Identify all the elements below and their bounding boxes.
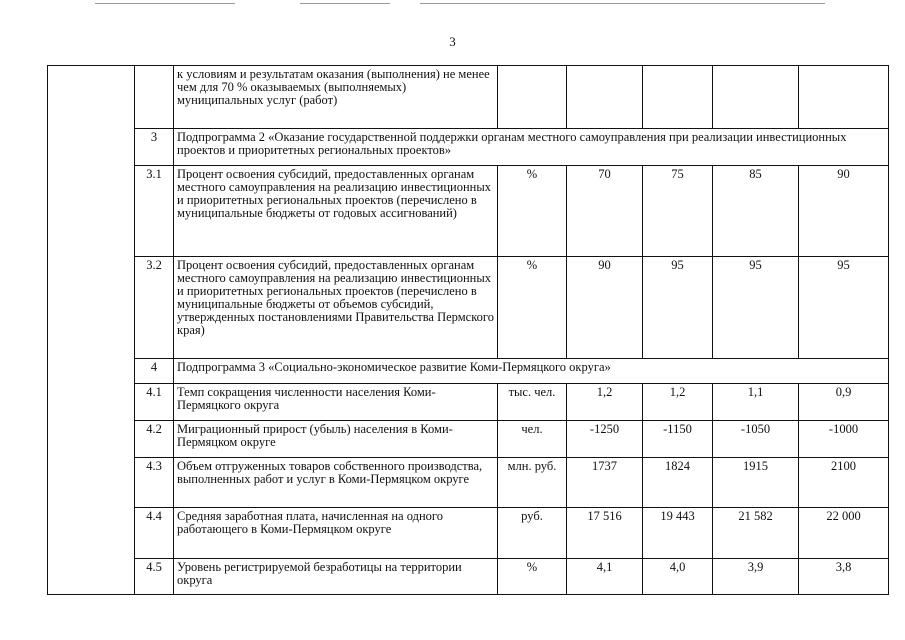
row-number: 4: [135, 359, 174, 384]
row-number: 4.3: [135, 458, 174, 508]
indicator-text: Средняя заработная плата, начисленная на одного работающего в Коми-Пермяцком округе: [174, 508, 498, 559]
value-cell: 1,2: [643, 384, 713, 421]
indicator-text: Процент освоения субсидий, предоставленных органам местного самоуправления на реализацию инвестиционных и приоритетных региональных проектов (перечислено в муниципальные бюджеты от объемов субсидий, утвержденных постановлениями Правительства Пермского края): [174, 257, 498, 359]
top-rule-right: [420, 3, 825, 4]
value-cell: 70: [567, 166, 643, 257]
row-number: [135, 66, 174, 129]
value-cell: [799, 66, 889, 129]
table-row: [48, 458, 889, 508]
unit-cell: %: [498, 166, 567, 257]
table-row: [48, 384, 889, 421]
value-cell: 1,1: [713, 384, 799, 421]
value-cell: 95: [643, 257, 713, 359]
indicator-text: Процент освоения субсидий, предоставленных органам местного самоуправления на реализацию инвестиционных и приоритетных региональных проектов (перечислено в муниципальные бюджеты от годовых ассигнований): [174, 166, 498, 257]
value-cell: 3,8: [799, 559, 889, 595]
value-cell: 17 516: [567, 508, 643, 559]
value-cell: 1737: [567, 458, 643, 508]
page-number: 3: [449, 34, 456, 49]
row-number: 3: [135, 129, 174, 166]
value-cell: -1150: [643, 421, 713, 458]
unit-cell: [498, 66, 567, 129]
value-cell: 90: [567, 257, 643, 359]
value-cell: 95: [713, 257, 799, 359]
indicators-table: [47, 65, 889, 595]
value-cell: [567, 66, 643, 129]
row-number: 4.1: [135, 384, 174, 421]
subprogram-row: [48, 129, 889, 166]
value-cell: 3,9: [713, 559, 799, 595]
subprogram-title: Подпрограмма 3 «Социально-экономическое развитие Коми-Пермяцкого округа»: [174, 359, 889, 384]
top-rule-left: [95, 3, 235, 4]
unit-cell: %: [498, 257, 567, 359]
unit-cell: тыс. чел.: [498, 384, 567, 421]
indicator-text: Миграционный прирост (убыль) населения в Коми-Пермяцком округе: [174, 421, 498, 458]
table-row: [48, 66, 889, 129]
table-row: [48, 166, 889, 257]
value-cell: 95: [799, 257, 889, 359]
subprogram-row: [48, 359, 889, 384]
indicator-text: Уровень регистрируемой безработицы на территории округа: [174, 559, 498, 595]
value-cell: 4,1: [567, 559, 643, 595]
row-number: 4.2: [135, 421, 174, 458]
value-cell: 0,9: [799, 384, 889, 421]
value-cell: 90: [799, 166, 889, 257]
row-number: 4.4: [135, 508, 174, 559]
row-number: 3.1: [135, 166, 174, 257]
unit-cell: чел.: [498, 421, 567, 458]
value-cell: -1000: [799, 421, 889, 458]
value-cell: [713, 66, 799, 129]
indicator-text: Темп сокращения численности населения Коми-Пермяцкого округа: [174, 384, 498, 421]
value-cell: 22 000: [799, 508, 889, 559]
value-cell: 4,0: [643, 559, 713, 595]
value-cell: [643, 66, 713, 129]
subprogram-title: Подпрограмма 2 «Оказание государственной поддержки органам местного самоуправления при реализации инвестиционных проектов и приоритетных региональных проектов»: [174, 129, 889, 166]
value-cell: 1,2: [567, 384, 643, 421]
value-cell: -1250: [567, 421, 643, 458]
row-number: 3.2: [135, 257, 174, 359]
value-cell: -1050: [713, 421, 799, 458]
value-cell: 19 443: [643, 508, 713, 559]
left-merged-cell: [48, 66, 135, 595]
value-cell: 2100: [799, 458, 889, 508]
top-rule-mid: [300, 3, 390, 4]
unit-cell: млн. руб.: [498, 458, 567, 508]
value-cell: 21 582: [713, 508, 799, 559]
row-number: 4.5: [135, 559, 174, 595]
table-row: [48, 257, 889, 359]
table-row: [48, 559, 889, 595]
indicator-text: Объем отгруженных товаров собственного производства, выполненных работ и услуг в Коми-Пермяцком округе: [174, 458, 498, 508]
table-row: [48, 508, 889, 559]
value-cell: 85: [713, 166, 799, 257]
value-cell: 1915: [713, 458, 799, 508]
unit-cell: руб.: [498, 508, 567, 559]
value-cell: 75: [643, 166, 713, 257]
unit-cell: %: [498, 559, 567, 595]
table-row: [48, 421, 889, 458]
value-cell: 1824: [643, 458, 713, 508]
indicator-text: к условиям и результатам оказания (выполнения) не менее чем для 70 % оказываемых (выполняемых) муниципальных услуг (работ): [174, 66, 498, 129]
